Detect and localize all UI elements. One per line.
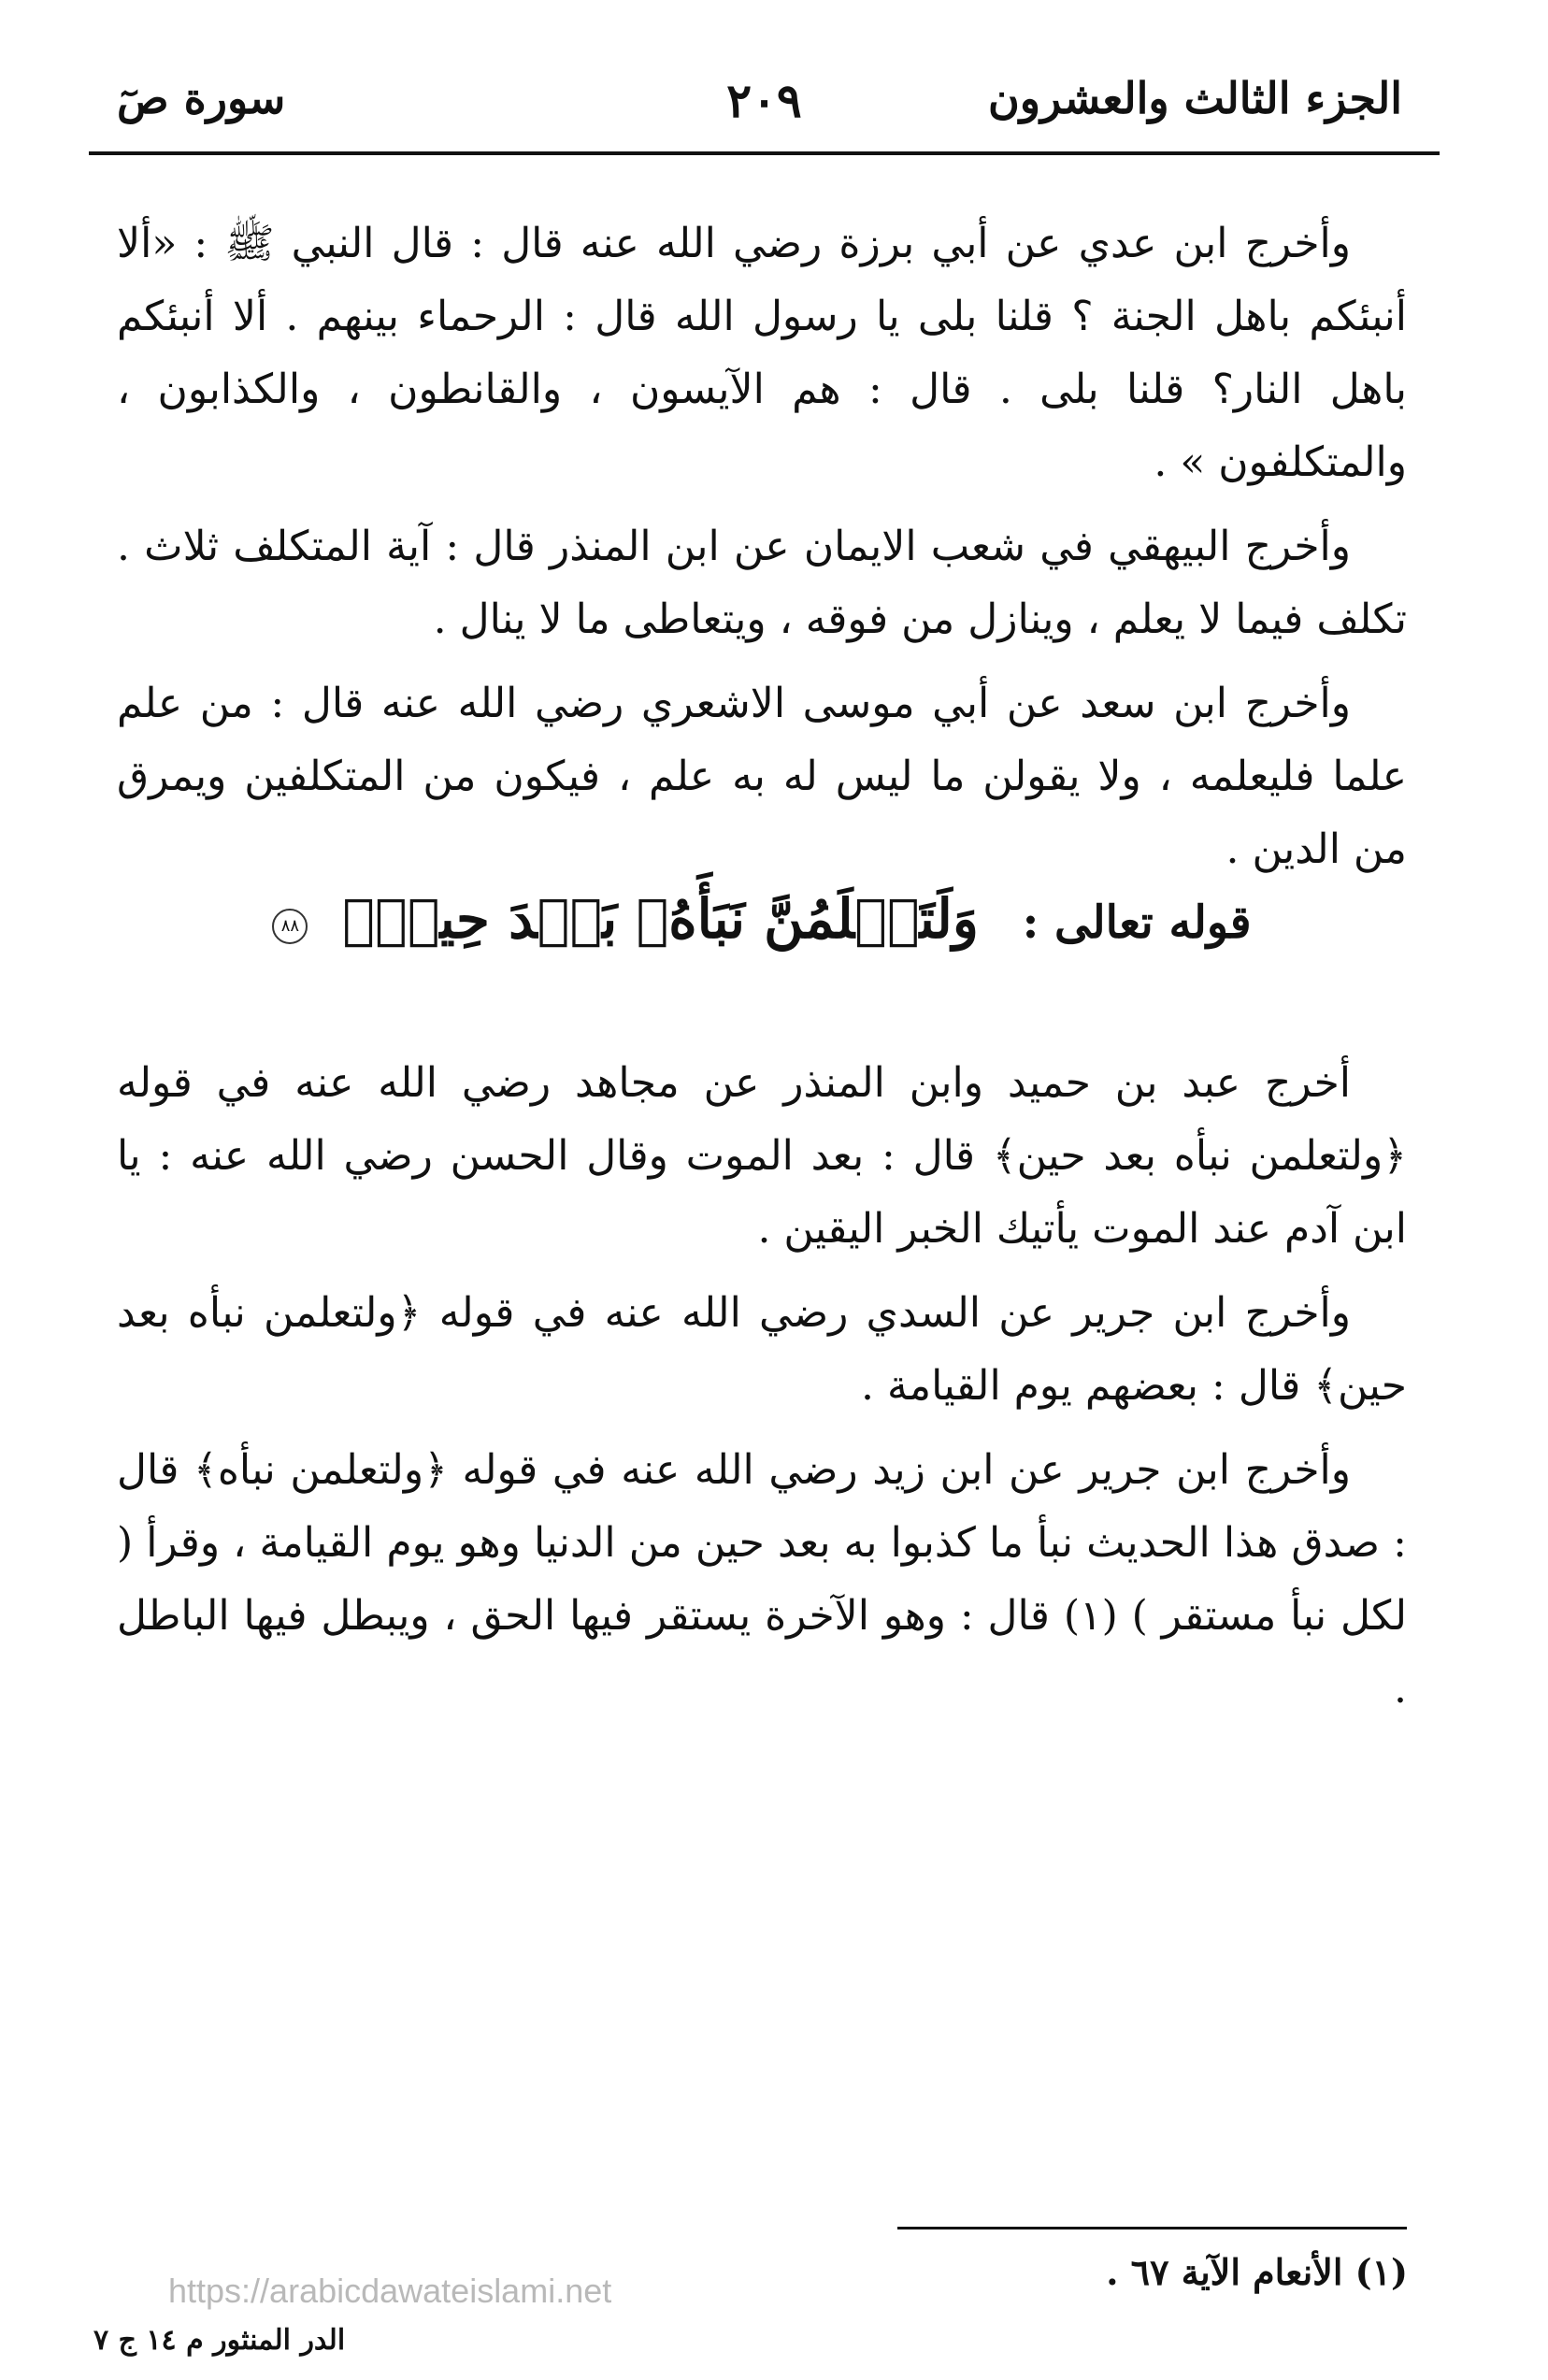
paragraph: أخرج عبد بن حميد وابن المنذر عن مجاهد رضي الله عنه في قوله ﴿ولتعلمن نبأه بعد حين﴾ قال : بعد الموت وقال الحسن رضي الله عنه : يا ابن آدم عند الموت يأتيك الخبر اليقين . [117,1059,1407,1253]
running-header [89,56,1440,140]
header-divider [89,151,1440,155]
verse-number-marker: ٨٨ [272,909,308,944]
footnote: (١) الأنعام الآية ٦٧ . [1106,2251,1408,2293]
footnote-divider [897,2227,1407,2229]
paragraph: وأخرج ابن عدي عن أبي برزة رضي الله عنه قال : قال النبي ﷺ : «ألا أنبئكم باهل الجنة ؟ قلنا بلى يا رسول الله قال : الرحماء بينهم . ألا أنبئكم باهل النار؟ قلنا بلى . قال : هم الآيسون ، والقانطون ، والكذابون ، والمتكلفون » . [117,220,1407,486]
header-part-title: الجزء الثالث والعشرون [987,73,1402,123]
book-signature: الدر المنثور م ١٤ ج ٧ [93,2324,346,2357]
quran-verse: وَلَتَعۡلَمُنَّ نَبَأَهُۥ بَعۡدَ حِينِۭ [342,887,979,951]
text-block-second [117,1047,1407,1737]
verse-heading-label: قوله تعالى : [1022,896,1252,949]
paragraph: وأخرج ابن جرير عن ابن زيد رضي الله عنه في قوله ﴿ولتعلمن نبأه﴾ قال : صدق هذا الحديث نبأ ما كذبوا به بعد حين من الدنيا وهو يوم القيامة ، وقرأ ( لكل نبأ مستقر ) (١) قال : وهو الآخرة يستقر فيها الحق ، ويبطل فيها الباطل . [117,1446,1407,1713]
paragraph: وأخرج ابن سعد عن أبي موسى الاشعري رضي الله عنه قال : من علم علما فليعلمه ، ولا يقولن ما ليس له به علم ، فيكون من المتكلفين ويمرق من الدين . [117,680,1407,873]
paragraph: وأخرج البيهقي في شعب الايمان عن ابن المنذر قال : آية المتكلف ثلاث . تكلف فيما لا يعلم ، وينازل من فوقه ، ويتعاطى ما لا ينال . [117,523,1407,643]
verse-heading [117,877,1407,961]
header-surah-name: سورة صٓ [117,73,286,123]
page-number: ٢٠٩ [726,73,802,128]
watermark-url: https://arabicdawateislami.net [168,2272,612,2310]
paragraph: وأخرج ابن جرير عن السدي رضي الله عنه في قوله ﴿ولتعلمن نبأه بعد حين﴾ قال : بعضهم يوم القيامة . [117,1289,1407,1410]
text-block-first [117,208,1407,897]
